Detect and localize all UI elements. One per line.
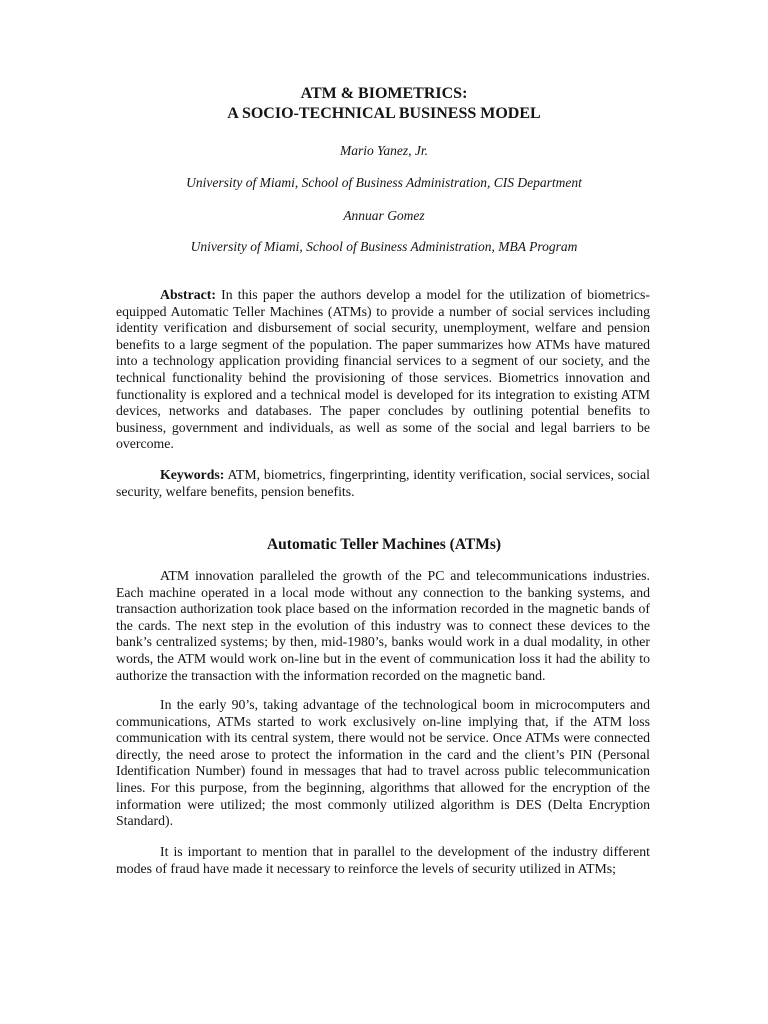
paper-title-line-1: ATM & BIOMETRICS: [300,85,468,102]
keywords-text: ATM, biometrics, fingerprinting, identity verification, social services, social security, welfare benefits, pension benefits. [116,467,650,499]
author-affiliation-2: University of Miami, School of Business Administration, MBA Program [190,239,578,254]
paper-title-line-2: A SOCIO-TECHNICAL BUSINESS MODEL [227,105,541,122]
keywords-label: Keywords: [160,467,225,482]
author-affiliation-1: University of Miami, School of Business Administration, CIS Department [186,175,582,190]
keywords [116,467,650,500]
abstract [116,287,650,453]
body-paragraph-3: It is important to mention that in parallel to the development of the industry different modes of fraud have made it necessary to reinforce the levels of security utilized in ATMs; [116,844,650,876]
body-paragraph-2: In the early 90’s, taking advantage of the technological boom in microcomputers and communications, ATMs started to work exclusively on-line implying that, if the ATM loss communication with its central system, there would not be service. Once ATMs were connected directly, the need arose to protect the information in the card and the client’s PIN (Personal Identification Number) found in messages that had to travel across public telecommunication lines. For this purpose, from the beginning, algorithms that allowed for the encryption of the information were utilized; the most commonly utilized algorithm is DES (Delta Encryption Standard). [116,697,650,829]
section-heading: Automatic Teller Machines (ATMs) [266,536,502,553]
author-name-2: Annuar Gomez [343,208,425,223]
abstract-text: In this paper the authors develop a model for the utilization of biometrics-equipped Automatic Teller Machines (ATMs) to provide a number of social services including identity verification and disbursement of social security, unemployment, welfare and pension benefits to a large segment of the population. The paper summarizes how ATMs have matured into a technology application providing financial services to a segment of our society, and the technical functionality behind the provisioning of those services. Biometrics innovation and functionality is explored and a technical model is developed for its integration to existing ATM devices, networks and databases. The paper concludes by outlining potential benefits to business, government and individuals, as well as some of the social and legal barriers to be overcome. [116,287,650,452]
body-paragraph-1: ATM innovation paralleled the growth of the PC and telecommunications industries. Each machine operated in a local mode without any connection to the banking systems, and transaction authorization took place based on the information recorded in the magnetic bands of the cards. The next step in the evolution of this industry was to connect these devices to the bank’s centralized systems; by then, mid-1980’s, banks would work in a dual modality, in other words, the ATM would work on-line but in the event of communication loss it had the ability to authorize the transaction with the information recorded on the magnetic band. [116,568,650,683]
abstract-label: Abstract: [160,287,216,302]
author-name-1: Mario Yanez, Jr. [339,143,428,158]
